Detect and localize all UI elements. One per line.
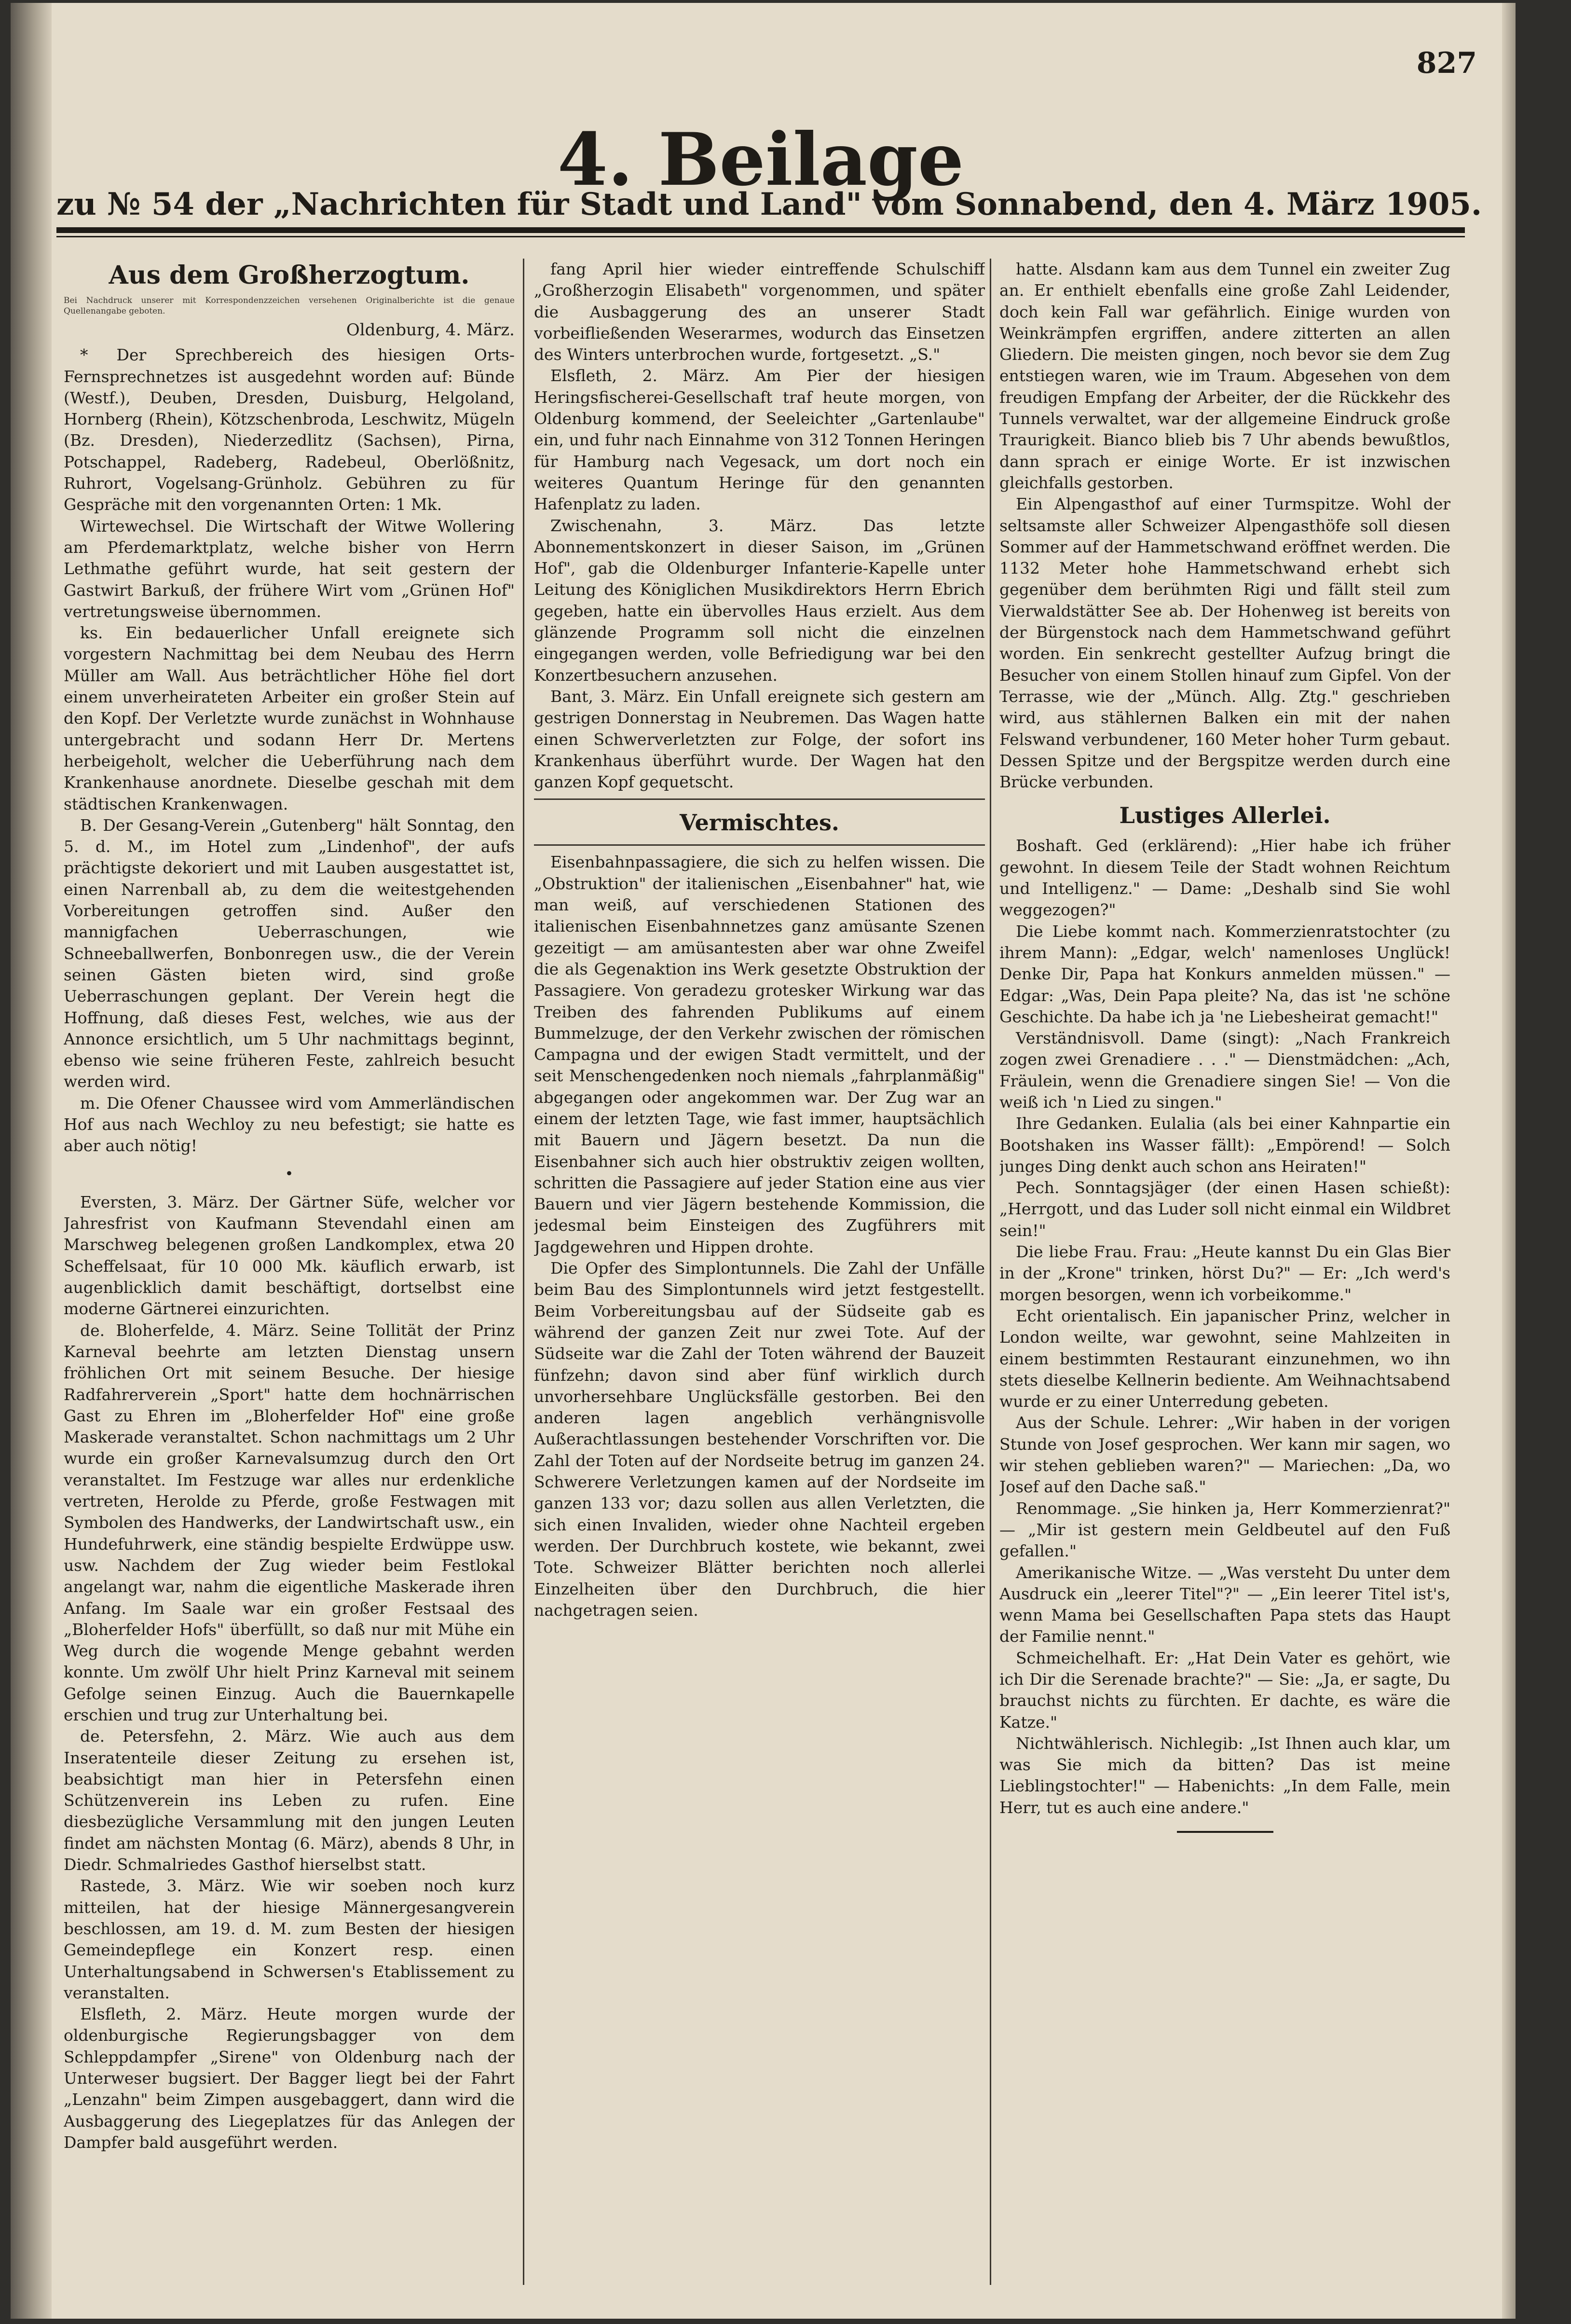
- article-paragraph: Eisenbahnpassagiere, die sich zu helfen wissen. Die „Obstruktion" der italienischen „Eisenbahner" hat, wie man weiß, auf verschiedenen Stationen des italienischen Eisenbahnnetzes ganz amüsante Szenen gezeitigt — am amüsantesten aber war ohne Zweifel die als Gegenaktion ins Werk gesetzte Obstruktion der Passagiere. Von geradezu grotesker Wirkung war das Treiben des fahrenden Publikums auf einem Bummelzuge, der den Verkehr zwischen der römischen Campagna und der ewigen Stadt vermittelt, und der seit Menschengedenken noch niemals „fahrplanmäßig" abgegangen oder angekommen war. Der Zug war an einem der letzten Tage, wie fast immer, hauptsächlich mit Bauern und Jägern besetzt. Da nun die Eisenbahner sich auch hier obstruktiv zeigen wollten, schritten die Passagiere auf jeder Station eine aus vier Bauern und vier Jägern bestehende Kommission, die jedesmal beim Einsteigen des Zugführers mit Jagdgewehren und Hippen drohte.: [534, 853, 985, 1256]
- article-paragraph: Rastede, 3. März. Wie wir soeben noch kurz mitteilen, hat der hiesige Männergesangverein beschlossen, am 19. d. M. zum Besten der hiesigen Gemeindepflege ein Konzert resp. einen Unterhaltungsabend in Schwersen's Etablissement zu veranstalten.: [64, 1876, 515, 2002]
- article-paragraph: Bant, 3. März. Ein Unfall ereignete sich gestern am gestrigen Donnerstag in Neubremen. Das Wagen hatte einen Schwerverletzten zur Folge, der sofort ins Krankenhaus überführt wurde. Der Wagen hat den ganzen Kopf gequetscht.: [534, 687, 985, 792]
- article-paragraph: Elsfleth, 2. März. Heute morgen wurde der oldenburgische Regierungsbagger von dem Schleppdampfer „Sirene" von Oldenburg nach der Unterweser bugsiert. Der Bagger liegt bei der Fahrt „Lenzahn" beim Zimpen ausgebaggert, dann wird die Ausbaggerung des Liegeplatzes für das Anlegen der Dampfer bald ausgeführt werden.: [64, 2005, 515, 2152]
- article-paragraph: de. Bloherfelde, 4. März. Seine Tollität der Prinz Karneval beehrte am letzten Dienstag unsern fröhlichen Ort mit seinem Besuche. Der hiesige Radfahrerverein „Sport" hatte dem hochnärrischen Gast zu Ehren im „Bloherfelder Hof" eine große Maskerade veranstaltet. Schon nachmittags um 2 Uhr wurde ein großer Karnevalsumzug durch den Ort veranstaltet. Im Festzuge war alles nur erdenkliche vertreten, Herolde zu Pferde, große Festwagen mit Symbolen des Handwerks, der Landwirtschaft usw., ein Hundefuhrwerk, eine ständig bespielte Erdwüppe usw. usw. Nachdem der Zug wieder beim Festlokal angelangt war, nahm die eigentliche Maskerade ihren Anfang. Im Saale war ein großer Festsaal des „Bloherfelder Hofs" überfüllt, so daß nur mit Mühe ein Weg durch die wogende Menge gebahnt werden konnte. Um zwölf Uhr hielt Prinz Karneval mit seinem Gefolge seinen Einzug. Auch die Bauernkapelle erschien und trug zur Unterhaltung bei.: [64, 1320, 515, 1724]
- article-paragraph: Pech. Sonntagsjäger (der einen Hasen schießt): „Herrgott, und das Luder soll nicht einmal ein Wildbret sein!": [999, 1178, 1450, 1240]
- column-rule: [523, 259, 524, 2285]
- section-rule: [534, 798, 985, 800]
- article-paragraph: Schmeichelhaft. Er: „Hat Dein Vater es gehört, wie ich Dir die Serenade brachte?" — Sie: „Ja, er sagte, Du brauchst nichts zu fürchten. Er dachte, es wäre die Katze.": [999, 1648, 1450, 1732]
- newspaper-page: [11, 3, 1516, 2319]
- supplement-title: 4. Beilage: [557, 117, 964, 202]
- supplement-subtitle: zu № 54 der „Nachrichten für Stadt und Land" vom Sonnabend, den 4. März 1905.: [56, 186, 1482, 222]
- article-paragraph: Die liebe Frau. Frau: „Heute kannst Du ein Glas Bier in der „Krone" trinken, hörst Du?" — Er: „Ich werd's morgen besorgen, wenn ich vorbeikomme.": [999, 1242, 1450, 1304]
- article-paragraph: Renommage. „Sie hinken ja, Herr Kommerzienrat?" — „Mir ist gestern mein Geldbeutel auf den Fuß gefallen.": [999, 1499, 1450, 1561]
- article-paragraph: Aus der Schule. Lehrer: „Wir haben in der vorigen Stunde von Josef gesprochen. Wer kann mir sagen, wo wir stehen geblieben waren?" — Mariechen: „Da, wo Josef auf den Dache saß.": [999, 1413, 1450, 1497]
- section-rule: [534, 844, 985, 846]
- page-number: 827: [1416, 46, 1477, 80]
- article-paragraph: Wirtewechsel. Die Wirtschaft der Witwe Wollering am Pferdemarktplatz, welche bisher von Herrn Lethmathe geführt wurde, hat seit gestern der Gastwirt Barkuß, der frühere Wirt vom „Grünen Hof" vertretungsweise übernommen.: [64, 516, 515, 621]
- dateline: Oldenburg, 4. März.: [346, 320, 515, 340]
- section-heading: Aus dem Großherzogtum.: [109, 261, 470, 290]
- reprint-note: Bei Nachdruck unserer mit Korrespondenzzeichen versehenen Originalberichte ist die genaue Quellenangabe geboten.: [64, 296, 515, 316]
- article-paragraph: Elsfleth, 2. März. Am Pier der hiesigen Heringsfischerei-Gesellschaft traf heute morgen, von Oldenburg kommend, der Seeleichter „Gartenlaube" ein, und fuhr nach Einnahme von 312 Tonnen Heringen für Hamburg nach Vegesack, um dort noch ein weiteres Quantum Heringe für den genannten Hafenplatz zu laden.: [534, 366, 985, 514]
- article-paragraph: Eversten, 3. März. Der Gärtner Süfe, welcher vor Jahresfrist von Kaufmann Stevendahl einen am Marschweg belegenen großen Landkomplex, etwa 20 Scheffelsaat, für 10 000 Mk. käuflich erwarb, ist augenblicklich damit beschäftigt, dortselbst eine moderne Gärtnerei einzurichten.: [64, 1192, 515, 1319]
- header-rule-thick: [56, 227, 1465, 233]
- article-paragraph: B. Der Gesang-Verein „Gutenberg" hält Sonntag, den 5. d. M., im Hotel zum „Lindenhof", der aufs prächtigste dekoriert und mit Lauben ausgestattet ist, einen Narrenball ab, zu dem die weitestgehenden Vorbereitungen getroffen sind. Außer den mannigfachen Ueberraschungen, wie Schneeballwerfen, Bonbonregen usw., die der Verein seinen Gästen bieten wird, sind große Ueberraschungen geplant. Der Verein hegt die Hoffnung, daß dieses Fest, welches, wie aus der Annonce ersichtlich, um 5 Uhr nachmittags beginnt, ebenso wie seine früheren Feste, zahlreich besucht werden wird.: [64, 815, 515, 1091]
- separator-mark: •: [285, 1165, 294, 1183]
- article-paragraph: * Der Sprechbereich des hiesigen Orts-Fernsprechnetzes ist ausgedehnt worden auf: Bünde (Westf.), Deuben, Dresden, Duisburg, Helgoland, Hornberg (Rhein), Kötzschenbroda, Leschwitz, Mügeln (Bz. Dresden), Niederzedlitz (Sachsen), Pirna, Potschappel, Radeberg, Radebeul, Oberlößnitz, Ruhrort, Vogelsang-Grünholz. Gebühren zu für Gespräche mit den vorgenannten Orten: 1 Mk.: [64, 345, 515, 514]
- column-rule: [990, 259, 991, 2285]
- section-title: Lustiges Allerlei.: [1119, 802, 1331, 829]
- article-paragraph: Ihre Gedanken. Eulalia (als bei einer Kahnpartie ein Bootshaken ins Wasser fällt): „Empörend! — Solch junges Ding denkt auch schon ans Heiraten!": [999, 1114, 1450, 1176]
- article-paragraph: m. Die Ofener Chaussee wird vom Ammerländischen Hof aus nach Wechloy zu neu befestigt; sie hatte es aber auch nötig!: [64, 1093, 515, 1155]
- page-binding-shadow: [11, 3, 52, 2319]
- article-paragraph: de. Petersfehn, 2. März. Wie auch aus dem Inseratenteile dieser Zeitung zu ersehen ist, beabsichtigt man hier in Petersfehn einen Schützenverein ins Leben zu rufen. Eine diesbezügliche Versammlung mit den jungen Leuten findet am nächsten Montag (6. März), abends 8 Uhr, in Diedr. Schmalriedes Gasthof hierselbst statt.: [64, 1727, 515, 1874]
- section-title: Vermischtes.: [680, 810, 839, 836]
- article-paragraph: Die Liebe kommt nach. Kommerzienratstochter (zu ihrem Mann): „Edgar, welch' namenloses Unglück! Denke Dir, Papa hat Konkurs anmelden müssen." — Edgar: „Was, Dein Papa pleite? Na, das ist 'ne schöne Geschichte. Da habe ich ja 'ne Liebesheirat gemacht!": [999, 921, 1450, 1026]
- article-paragraph: Echt orientalisch. Ein japanischer Prinz, welcher in London weilte, war gewohnt, seine Mahlzeiten in einem bestimmten Restaurant einzunehmen, wo ihn stets dieselbe Kellnerin bediente. Am Weihnachtsabend wurde er zu einer Unterredung gebeten.: [999, 1306, 1450, 1411]
- article-paragraph: Amerikanische Witze. — „Was versteht Du unter dem Ausdruck ein „leerer Titel"?" — „Ein leerer Titel ist's, wenn Mama bei Gesellschaften Papa stets das Haupt der Familie nennt.": [999, 1563, 1450, 1646]
- article-paragraph: hatte. Alsdann kam aus dem Tunnel ein zweiter Zug an. Er enthielt ebenfalls eine große Zahl Leidender, doch kein Fall war gefährlich. Einige wurden von Weinkrämpfen ergriffen, andere zitterten an allen Gliedern. Die meisten gingen, noch bevor sie dem Zug entstiegen waren, wie im Traum. Abgesehen von dem freudigen Empfang der Arbeiter, der die Rückkehr des Tunnels verwaltet, war der allgemeine Eindruck große Traurigkeit. Bianco blieb bis 7 Uhr abends bewußtlos, dann sprach er einige Worte. Er ist inzwischen gleichfalls gestorben.: [999, 260, 1450, 492]
- page-edge-shadow: [1502, 3, 1516, 2319]
- column-2: [534, 259, 985, 2285]
- header-rule-thin: [56, 236, 1465, 237]
- article-paragraph: Nichtwählerisch. Nichlegib: „Ist Ihnen auch klar, um was Sie mich da bitten? Das ist meine Lieblingstochter!" — Habenichts: „In dem Falle, mein Herr, tut es auch eine andere.": [999, 1733, 1450, 1817]
- article-paragraph: Verständnisvoll. Dame (singt): „Nach Frankreich zogen zwei Grenadiere . . ." — Dienstmädchen: „Ach, Fräulein, wenn die Grenadiere singen Sie! — Von die weiß ich 'n Lied zu singen.": [999, 1029, 1450, 1112]
- article-paragraph: Zwischenahn, 3. März. Das letzte Abonnementskonzert in dieser Saison, im „Grünen Hof", gab die Oldenburger Infanterie-Kapelle unter Leitung des Königlichen Musikdirektors Herrn Ebrich gegeben, hatte ein übervolles Haus erzielt. Aus dem glänzende Programm soll nicht die einzelnen eingegangen werden, volle Befriedigung war bei den Konzertbesuchern anzusehen.: [534, 516, 985, 685]
- column-1: [64, 259, 515, 2285]
- article-paragraph: ks. Ein bedauerlicher Unfall ereignete sich vorgestern Nachmittag bei dem Neubau des Herrn Müller am Wall. Aus beträchtlicher Höhe fiel dort einem unverheirateten Arbeiter ein großer Stein auf den Kopf. Der Verletzte wurde zunächst in Wohnhause untergebracht und sodann Herr Dr. Mertens herbeigeholt, welcher die Ueberführung nach dem Krankenhause anordnete. Dieselbe geschah mit dem städtischen Krankenwagen.: [64, 623, 515, 813]
- article-paragraph: Boshaft. Ged (erklärend): „Hier habe ich früher gewohnt. In diesem Teile der Stadt wohnen Reichtum und Intelligenz." — Dame: „Deshalb sind Sie wohl weggezogen?": [999, 836, 1450, 920]
- article-paragraph: Ein Alpengasthof auf einer Turmspitze. Wohl der seltsamste aller Schweizer Alpengasthöfe soll diesen Sommer auf der Hammetschwand eröffnet werden. Die 1132 Meter hohe Hammetschwand erhebt sich gegenüber dem berühmten Rigi und fällt steil zum Vierwaldstätter See ab. Der Hohenweg ist bereits von der Bürgenstock nach dem Hammetschwand geführt worden. Ein senkrecht gestellter Aufzug bringt die Besucher von einem Stollen hinauf zum Gipfel. Von der Terrasse, wie der „Münch. Allg. Ztg." geschrieben wird, aus stählernen Balken ein mit der nahen Felswand verbundener, 160 Meter hoher Turm gebaut. Dessen Spitze und der Bergspitze werden durch eine Brücke verbunden.: [999, 495, 1450, 792]
- article-paragraph: fang April hier wieder eintreffende Schulschiff „Großherzogin Elisabeth" vorgenommen, und später die Ausbaggerung des an unserer Stadt vorbeifließenden Weserarmes, wodurch das Einsetzen des Winters unterbrochen wurde, fortgesetzt. „S.": [534, 260, 985, 364]
- column-3: [999, 259, 1450, 2285]
- article-paragraph: Die Opfer des Simplontunnels. Die Zahl der Unfälle beim Bau des Simplontunnels wird jetzt festgestellt. Beim Vorbereitungsbau auf der Südseite gab es während der ganzen Zeit nur zwei Tote. Auf der Südseite war die Zahl der Toten während der Bauzeit fünfzehn; davon sind aber fünf wirklich durch unvorhersehbare Unglücksfälle gestorben. Bei den anderen lagen angeblich verhängnisvolle Außerachtlassungen bestehender Vorschriften vor. Die Zahl der Toten auf der Nordseite betrug im ganzen 24. Schwerere Verletzungen kamen auf der Nordseite im ganzen 133 vor; dazu sollen aus allen Verletzten, die sich einen Invaliden, wieder ohne Nachteil ergeben werden. Der Durchbruch kostete, wie bekannt, zwei Tote. Schweizer Blätter berichten noch allerlei Einzelheiten über den Durchbruch, die hier nachgetragen seien.: [534, 1259, 985, 1620]
- end-rule: [1177, 1831, 1273, 1833]
